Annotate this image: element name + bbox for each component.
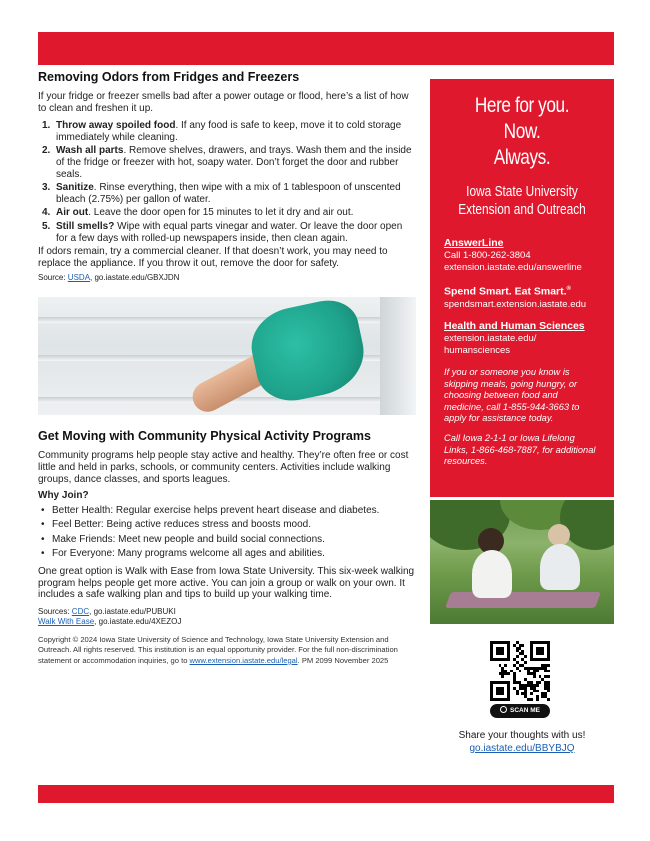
benefits-list <box>38 505 416 560</box>
share-text: Share your thoughts with us! <box>458 730 586 741</box>
food-assistance-note: If you or someone you know is skipping meals, going hungry, or choosing between food and medicine, call 1-855-944-3663 to apply for assistance today. <box>444 367 580 424</box>
sidebar <box>430 79 614 624</box>
extension-info-box <box>430 79 614 497</box>
hhs-url-cont[interactable]: humansciences <box>444 344 511 356</box>
top-red-banner <box>38 32 614 65</box>
scan-me-button[interactable]: SCAN ME <box>490 704 550 718</box>
org-name: Iowa State University Extension and Outreach <box>458 184 586 218</box>
list-item: • Feel Better: Being active reduces stress and boosts mood. <box>38 519 416 531</box>
section2-heading: Get Moving with Community Physical Activity Programs <box>38 429 371 444</box>
hhs-block <box>444 320 600 356</box>
section2-sources: Sources: CDC, go.iastate.edu/PUBUKI Walk With Ease, go.iastate.edu/4XEZOJ <box>38 606 182 626</box>
yoga-in-park-photo <box>430 500 614 624</box>
fridge-cleaning-photo <box>38 297 416 415</box>
copyright-notice: Copyright © 2024 Iowa State University of Science and Technology, Iowa State University Extension and Outreach. All rights reserved. This institution is an equal opportunity provider. For the full non-discrimination statement or accommodation inquiries, go to www.extension.iastate.edu/legal. PM 2099 November 2025 <box>38 634 398 665</box>
usda-link[interactable]: USDA <box>67 273 91 283</box>
section2 <box>38 429 416 627</box>
list-item: • Better Health: Regular exercise helps prevent heart disease and diabetes. <box>38 505 416 517</box>
tagline: Here for you. Now. Always. <box>474 94 570 169</box>
step-item: 1. Throw away spoiled food. If any food is safe to keep, move it to cold storage immediately while cleaning. <box>42 120 402 143</box>
answerline-url[interactable]: extension.iastate.edu/answerline <box>444 261 582 273</box>
cleaning-steps-list <box>38 120 416 244</box>
step-item: 5. Still smells? Wipe with equal parts vinegar and water. Or leave the door open for a few days with rolled-up newspapers inside, then clean again. <box>42 220 403 244</box>
section1-heading: Removing Odors from Fridges and Freezers <box>38 70 300 84</box>
step-item: 2. Wash all parts. Remove shelves, drawers, and trays. Wash them and the inside of the fridge or freezer with hot, soapy water. Don’t forget the door and rubber seals. <box>42 145 412 180</box>
spendsmart-url[interactable]: spendsmart.extension.iastate.edu <box>444 298 587 310</box>
share-feedback <box>432 729 612 755</box>
spendsmart-block <box>444 283 600 310</box>
walk-with-ease-text: One great option is Walk with Ease from Iowa State University. This six-week walking program helps people get more active. You can join a group or walk on your own. It includes a safe walking plan and tips to build up your walking time. <box>38 566 415 601</box>
section1-outro: If odors remain, try a commercial cleaner. If that doesn’t work, you may need to replace the appliance. If you throw it out, remove the door for safety. <box>38 246 388 269</box>
feedback-link[interactable]: go.iastate.edu/BBYBJQ <box>469 743 575 754</box>
iowa-211-note: Call Iowa 2-1-1 or Iowa Lifelong Links, 1-866-468-7887, for additional resources. <box>444 432 596 467</box>
answerline-block <box>444 237 600 273</box>
hhs-url[interactable]: extension.iastate.edu/ <box>444 333 537 344</box>
list-item: • For Everyone: Many programs welcome all ages and abilities. <box>38 548 416 560</box>
hhs-title[interactable]: Health and Human Sciences <box>444 320 585 332</box>
section1-source: Source: USDA, go.iastate.edu/GBXJDN <box>38 273 180 283</box>
answerline-title[interactable]: AnswerLine <box>444 237 504 249</box>
legal-link[interactable]: www.extension.iastate.edu/legal <box>189 655 298 665</box>
step-item: 4. Air out. Leave the door open for 15 minutes to let it dry and air out. <box>42 207 354 219</box>
bottom-red-banner <box>38 785 614 803</box>
cdc-link[interactable]: CDC <box>71 606 90 616</box>
scan-icon <box>500 706 507 713</box>
main-column <box>38 70 416 666</box>
answerline-phone: Call 1-800-262-3804 <box>444 250 531 261</box>
why-join-heading: Why Join? <box>38 490 89 502</box>
section2-intro: Community programs help people stay active and healthy. They’re often free or cost little and held in parks, schools, or community centers. Activities include walking groups, dance classes, and sports leagues. <box>38 450 409 485</box>
walk-with-ease-link[interactable]: Walk With Ease <box>38 616 95 626</box>
spendsmart-title: Spend Smart. Eat Smart.® <box>444 285 571 298</box>
step-item: 3. Sanitize. Rinse everything, then wipe with a mix of 1 tablespoon of unscented bleach (2.75%) per gallon of water. <box>42 182 401 205</box>
qr-code[interactable] <box>490 641 550 701</box>
section1-intro: If your fridge or freezer smells bad after a power outage or flood, here’s a list of how to clean and freshen it up. <box>38 91 409 114</box>
qr-code-block <box>490 641 552 718</box>
list-item: • Make Friends: Meet new people and build social connections. <box>38 534 416 546</box>
